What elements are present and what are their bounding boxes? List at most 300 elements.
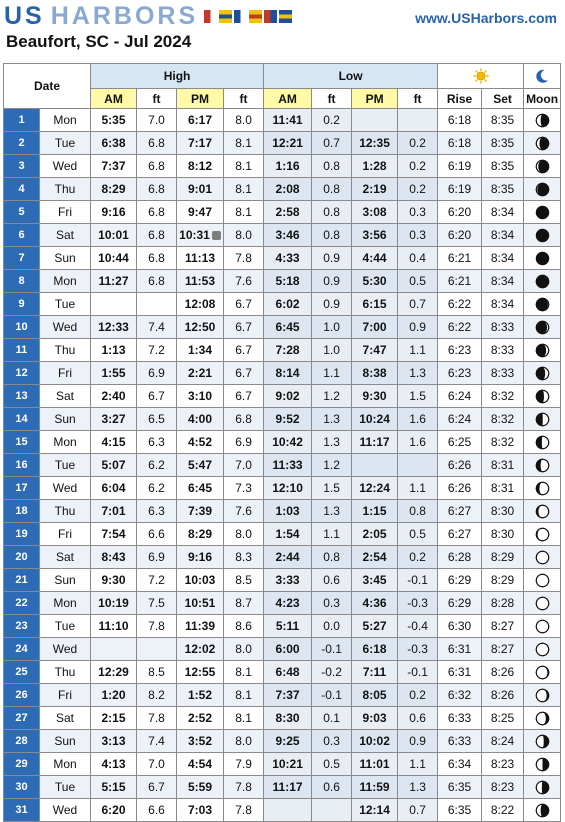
moon-phase-cell bbox=[524, 546, 561, 569]
high-pm-height: 7.9 bbox=[224, 753, 264, 776]
flag-1-icon bbox=[204, 10, 217, 23]
high-pm-height: 8.0 bbox=[224, 523, 264, 546]
low-am-height: 0.8 bbox=[312, 201, 352, 224]
high-pm-height: 7.8 bbox=[224, 799, 264, 822]
low-pm-height: 0.2 bbox=[398, 132, 438, 155]
low-pm-time: 8:05 bbox=[352, 684, 398, 707]
sunset-time: 8:27 bbox=[482, 638, 524, 661]
day-number: 25 bbox=[4, 661, 40, 684]
table-row bbox=[4, 638, 561, 661]
day-of-week: Mon bbox=[40, 109, 91, 132]
day-number: 27 bbox=[4, 707, 40, 730]
low-am-height: -0.1 bbox=[312, 638, 352, 661]
high-pm-height: 7.8 bbox=[224, 247, 264, 270]
moon-phase-cell bbox=[524, 799, 561, 822]
low-am-height: 0.2 bbox=[312, 109, 352, 132]
table-row bbox=[4, 362, 561, 385]
flag-3-icon bbox=[234, 10, 247, 23]
high-am-time: 1:13 bbox=[91, 339, 137, 362]
sunrise-time: 6:26 bbox=[438, 454, 482, 477]
high-am-time: 12:29 bbox=[91, 661, 137, 684]
moon-phase-icon bbox=[535, 596, 550, 611]
moon-phase-icon bbox=[535, 320, 550, 335]
sunset-time: 8:34 bbox=[482, 293, 524, 316]
moon-phase-cell bbox=[524, 569, 561, 592]
high-pm-height: 7.8 bbox=[224, 776, 264, 799]
moon-phase-cell bbox=[524, 477, 561, 500]
high-pm-height: 8.0 bbox=[224, 224, 264, 247]
moon-phase-icon bbox=[535, 228, 550, 243]
low-am-header: AM bbox=[264, 89, 312, 109]
low-pm-header: PM bbox=[352, 89, 398, 109]
low-am-time: 4:33 bbox=[264, 247, 312, 270]
low-am-height: 1.3 bbox=[312, 431, 352, 454]
low-pm-height: -0.3 bbox=[398, 592, 438, 615]
sunset-time: 8:34 bbox=[482, 247, 524, 270]
high-am-time: 5:15 bbox=[91, 776, 137, 799]
day-number: 13 bbox=[4, 385, 40, 408]
low-pm-time: 9:03 bbox=[352, 707, 398, 730]
low-am-height: 1.0 bbox=[312, 316, 352, 339]
day-of-week: Tue bbox=[40, 454, 91, 477]
high-am-time: 5:07 bbox=[91, 454, 137, 477]
high-pm-height: 8.0 bbox=[224, 638, 264, 661]
low-pm-height: 1.1 bbox=[398, 477, 438, 500]
logo-text-us: US bbox=[4, 1, 45, 30]
high-pm-height: 8.7 bbox=[224, 592, 264, 615]
high-am-time: 3:13 bbox=[91, 730, 137, 753]
table-row bbox=[4, 385, 561, 408]
high-pm-time: 5:59 bbox=[177, 776, 224, 799]
high-am-time: 4:15 bbox=[91, 431, 137, 454]
sunrise-time: 6:27 bbox=[438, 500, 482, 523]
low-am-height: 0.8 bbox=[312, 178, 352, 201]
high-pm-height: 6.7 bbox=[224, 385, 264, 408]
high-am-time: 1:55 bbox=[91, 362, 137, 385]
site-logo[interactable] bbox=[4, 2, 292, 30]
low-pm-height: 1.3 bbox=[398, 776, 438, 799]
moon-phase-icon bbox=[535, 803, 550, 818]
low-pm-height: 0.6 bbox=[398, 707, 438, 730]
day-of-week: Sat bbox=[40, 224, 91, 247]
high-am-height: 8.2 bbox=[137, 684, 177, 707]
moon-phase-icon bbox=[535, 527, 550, 542]
sunrise-time: 6:31 bbox=[438, 661, 482, 684]
sunrise-time: 6:27 bbox=[438, 523, 482, 546]
table-row bbox=[4, 592, 561, 615]
moon-phase-icon bbox=[535, 481, 550, 496]
day-of-week: Thu bbox=[40, 500, 91, 523]
high-pm-time: 11:13 bbox=[177, 247, 224, 270]
low-am-time: 6:48 bbox=[264, 661, 312, 684]
high-am-time: 2:40 bbox=[91, 385, 137, 408]
day-of-week: Thu bbox=[40, 178, 91, 201]
sunrise-time: 6:22 bbox=[438, 293, 482, 316]
moon-phase-cell bbox=[524, 431, 561, 454]
low-pm-height: 0.2 bbox=[398, 546, 438, 569]
high-am-height: 7.2 bbox=[137, 339, 177, 362]
day-number: 6 bbox=[4, 224, 40, 247]
flag-2-icon bbox=[219, 10, 232, 23]
low-pm-height: 0.5 bbox=[398, 523, 438, 546]
table-row bbox=[4, 615, 561, 638]
high-pm-height: 8.0 bbox=[224, 730, 264, 753]
day-number: 7 bbox=[4, 247, 40, 270]
sunset-time: 8:23 bbox=[482, 753, 524, 776]
moon-phase-cell bbox=[524, 339, 561, 362]
table-row bbox=[4, 293, 561, 316]
low-pm-height: 0.2 bbox=[398, 155, 438, 178]
moon-phase-icon bbox=[535, 113, 550, 128]
high-am-time: 10:44 bbox=[91, 247, 137, 270]
table-row bbox=[4, 799, 561, 822]
high-pm-time: 1:34 bbox=[177, 339, 224, 362]
moon-phase-cell bbox=[524, 155, 561, 178]
day-of-week: Sun bbox=[40, 408, 91, 431]
day-number: 17 bbox=[4, 477, 40, 500]
moon-phase-cell bbox=[524, 753, 561, 776]
sunrise-time: 6:34 bbox=[438, 753, 482, 776]
sunset-time: 8:30 bbox=[482, 523, 524, 546]
sunrise-time: 6:24 bbox=[438, 408, 482, 431]
low-am-height: 1.2 bbox=[312, 385, 352, 408]
low-am-height: 0.6 bbox=[312, 569, 352, 592]
table-row bbox=[4, 454, 561, 477]
high-am-height: 7.4 bbox=[137, 730, 177, 753]
sun-header bbox=[438, 64, 524, 89]
low-am-height: -0.2 bbox=[312, 661, 352, 684]
low-am-height: 1.0 bbox=[312, 339, 352, 362]
day-number: 30 bbox=[4, 776, 40, 799]
moon-phase-cell bbox=[524, 178, 561, 201]
day-number: 8 bbox=[4, 270, 40, 293]
sunset-time: 8:32 bbox=[482, 431, 524, 454]
day-of-week: Tue bbox=[40, 132, 91, 155]
high-am-height: 6.5 bbox=[137, 408, 177, 431]
moon-phase-icon bbox=[535, 688, 550, 703]
flag-6-icon bbox=[279, 10, 292, 23]
flag-4-icon bbox=[249, 10, 262, 23]
sunrise-time: 6:31 bbox=[438, 638, 482, 661]
low-pm-time: 7:00 bbox=[352, 316, 398, 339]
day-of-week: Sun bbox=[40, 730, 91, 753]
high-pm-height: 8.0 bbox=[224, 109, 264, 132]
high-pm-height: 7.6 bbox=[224, 270, 264, 293]
low-pm-time: 12:24 bbox=[352, 477, 398, 500]
low-am-height: 0.9 bbox=[312, 293, 352, 316]
table-row bbox=[4, 730, 561, 753]
low-pm-time: 5:27 bbox=[352, 615, 398, 638]
low-am-height: 1.5 bbox=[312, 477, 352, 500]
moon-phase-cell bbox=[524, 109, 561, 132]
day-number: 14 bbox=[4, 408, 40, 431]
moon-phase-icon bbox=[535, 619, 550, 634]
sunset-time: 8:29 bbox=[482, 569, 524, 592]
nautical-flags-icon bbox=[204, 10, 292, 23]
low-am-height: 1.3 bbox=[312, 500, 352, 523]
low-pm-time: 3:45 bbox=[352, 569, 398, 592]
table-row bbox=[4, 224, 561, 247]
low-am-height: 1.3 bbox=[312, 408, 352, 431]
table-row bbox=[4, 753, 561, 776]
table-row bbox=[4, 270, 561, 293]
low-am-time: 5:18 bbox=[264, 270, 312, 293]
site-url-link[interactable]: www.USHarbors.com bbox=[415, 10, 557, 26]
sunset-time: 8:33 bbox=[482, 316, 524, 339]
high-am-height: 7.5 bbox=[137, 592, 177, 615]
day-number: 29 bbox=[4, 753, 40, 776]
high-am-ft-header: ft bbox=[137, 89, 177, 109]
moon-phase-icon bbox=[535, 757, 550, 772]
day-number: 3 bbox=[4, 155, 40, 178]
high-am-time: 10:01 bbox=[91, 224, 137, 247]
high-am-height: 6.8 bbox=[137, 247, 177, 270]
high-am-time: 12:33 bbox=[91, 316, 137, 339]
moon-phase-icon bbox=[535, 251, 550, 266]
low-am-height: 0.1 bbox=[312, 707, 352, 730]
low-pm-height: -0.1 bbox=[398, 569, 438, 592]
high-am-time: 7:37 bbox=[91, 155, 137, 178]
low-am-time: 2:58 bbox=[264, 201, 312, 224]
moon-phase-cell bbox=[524, 224, 561, 247]
day-number: 20 bbox=[4, 546, 40, 569]
low-pm-time: 2:54 bbox=[352, 546, 398, 569]
sunrise-time: 6:33 bbox=[438, 707, 482, 730]
low-pm-height: 0.9 bbox=[398, 316, 438, 339]
moon-phase-cell bbox=[524, 592, 561, 615]
day-of-week: Sat bbox=[40, 707, 91, 730]
day-of-week: Tue bbox=[40, 615, 91, 638]
sunset-time: 8:25 bbox=[482, 707, 524, 730]
high-am-height: 6.9 bbox=[137, 546, 177, 569]
sunset-time: 8:32 bbox=[482, 385, 524, 408]
low-am-height: 1.1 bbox=[312, 362, 352, 385]
day-of-week: Wed bbox=[40, 155, 91, 178]
high-am-height bbox=[137, 638, 177, 661]
low-am-height: 0.8 bbox=[312, 224, 352, 247]
day-of-week: Fri bbox=[40, 523, 91, 546]
high-am-time bbox=[91, 293, 137, 316]
sunset-time: 8:31 bbox=[482, 454, 524, 477]
high-am-height: 6.9 bbox=[137, 362, 177, 385]
moon-phase-icon bbox=[535, 274, 550, 289]
moon-phase-icon bbox=[535, 159, 550, 174]
moon-phase-cell bbox=[524, 684, 561, 707]
table-row bbox=[4, 661, 561, 684]
low-pm-height: 1.1 bbox=[398, 753, 438, 776]
high-pm-height: 7.3 bbox=[224, 477, 264, 500]
low-am-time: 3:46 bbox=[264, 224, 312, 247]
low-am-time: 3:33 bbox=[264, 569, 312, 592]
high-pm-height: 6.7 bbox=[224, 293, 264, 316]
sunset-time: 8:30 bbox=[482, 500, 524, 523]
sunrise-time: 6:19 bbox=[438, 155, 482, 178]
high-pm-time: 8:29 bbox=[177, 523, 224, 546]
low-am-time: 8:14 bbox=[264, 362, 312, 385]
high-pm-time: 12:02 bbox=[177, 638, 224, 661]
moon-phase-header: Moon bbox=[524, 89, 561, 109]
high-pm-height: 6.9 bbox=[224, 431, 264, 454]
low-pm-time: 9:30 bbox=[352, 385, 398, 408]
logo-text-harbors: HARBORS bbox=[50, 1, 199, 30]
high-pm-height: 8.1 bbox=[224, 201, 264, 224]
sunrise-time: 6:18 bbox=[438, 132, 482, 155]
moon-header bbox=[524, 64, 561, 89]
sunset-time: 8:31 bbox=[482, 477, 524, 500]
sunrise-time: 6:35 bbox=[438, 776, 482, 799]
low-am-time: 8:30 bbox=[264, 707, 312, 730]
moon-phase-icon bbox=[535, 711, 550, 726]
high-am-height: 6.6 bbox=[137, 799, 177, 822]
high-pm-header: PM bbox=[177, 89, 224, 109]
low-am-height: 0.7 bbox=[312, 132, 352, 155]
day-of-week: Mon bbox=[40, 270, 91, 293]
low-am-time: 7:28 bbox=[264, 339, 312, 362]
high-am-height: 6.8 bbox=[137, 270, 177, 293]
moon-phase-icon bbox=[535, 504, 550, 519]
low-am-height: -0.1 bbox=[312, 684, 352, 707]
moon-phase-cell bbox=[524, 776, 561, 799]
high-pm-height: 6.7 bbox=[224, 339, 264, 362]
low-pm-time: 11:59 bbox=[352, 776, 398, 799]
high-am-height: 6.8 bbox=[137, 201, 177, 224]
day-of-week: Mon bbox=[40, 753, 91, 776]
low-pm-height: 0.3 bbox=[398, 201, 438, 224]
high-am-height: 6.8 bbox=[137, 224, 177, 247]
high-am-height: 7.8 bbox=[137, 615, 177, 638]
high-pm-height: 8.1 bbox=[224, 707, 264, 730]
sunset-time: 8:26 bbox=[482, 661, 524, 684]
moon-phase-cell bbox=[524, 293, 561, 316]
table-row bbox=[4, 247, 561, 270]
low-am-time: 10:21 bbox=[264, 753, 312, 776]
low-pm-time: 7:11 bbox=[352, 661, 398, 684]
low-am-time: 11:33 bbox=[264, 454, 312, 477]
low-am-time: 12:10 bbox=[264, 477, 312, 500]
high-am-time bbox=[91, 638, 137, 661]
high-am-height: 6.7 bbox=[137, 385, 177, 408]
sunset-time: 8:27 bbox=[482, 615, 524, 638]
moon-phase-icon bbox=[535, 366, 550, 381]
low-am-time: 1:54 bbox=[264, 523, 312, 546]
sunrise-time: 6:29 bbox=[438, 569, 482, 592]
sunrise-time: 6:33 bbox=[438, 730, 482, 753]
table-row bbox=[4, 132, 561, 155]
low-am-height: 1.2 bbox=[312, 454, 352, 477]
moon-phase-cell bbox=[524, 201, 561, 224]
high-pm-time: 4:00 bbox=[177, 408, 224, 431]
sunrise-time: 6:20 bbox=[438, 224, 482, 247]
day-of-week: Sun bbox=[40, 569, 91, 592]
low-am-time: 9:02 bbox=[264, 385, 312, 408]
day-of-week: Wed bbox=[40, 316, 91, 339]
moon-phase-icon bbox=[535, 343, 550, 358]
table-row bbox=[4, 408, 561, 431]
high-pm-time: 4:54 bbox=[177, 753, 224, 776]
high-am-time: 2:15 bbox=[91, 707, 137, 730]
moon-phase-icon bbox=[535, 136, 550, 151]
sunset-time: 8:23 bbox=[482, 776, 524, 799]
low-pm-time: 1:15 bbox=[352, 500, 398, 523]
high-am-time: 5:35 bbox=[91, 109, 137, 132]
sunrise-time: 6:21 bbox=[438, 270, 482, 293]
high-am-time: 4:13 bbox=[91, 753, 137, 776]
high-am-time: 8:29 bbox=[91, 178, 137, 201]
low-pm-time: 12:14 bbox=[352, 799, 398, 822]
high-am-height: 6.2 bbox=[137, 477, 177, 500]
sunrise-time: 6:26 bbox=[438, 477, 482, 500]
high-am-height: 7.0 bbox=[137, 109, 177, 132]
sunrise-time: 6:35 bbox=[438, 799, 482, 822]
high-am-height: 7.2 bbox=[137, 569, 177, 592]
day-of-week: Wed bbox=[40, 799, 91, 822]
day-of-week: Fri bbox=[40, 684, 91, 707]
day-of-week: Sat bbox=[40, 385, 91, 408]
high-pm-height: 8.6 bbox=[224, 615, 264, 638]
moon-phase-cell bbox=[524, 362, 561, 385]
table-row bbox=[4, 339, 561, 362]
high-pm-height: 6.7 bbox=[224, 362, 264, 385]
low-tide-header: Low bbox=[264, 64, 438, 89]
moon-phase-icon bbox=[535, 734, 550, 749]
high-tide-header: High bbox=[91, 64, 264, 89]
moon-phase-cell bbox=[524, 408, 561, 431]
sunset-time: 8:32 bbox=[482, 408, 524, 431]
low-am-time: 2:08 bbox=[264, 178, 312, 201]
table-row bbox=[4, 546, 561, 569]
low-pm-height: 1.6 bbox=[398, 431, 438, 454]
high-am-time: 9:16 bbox=[91, 201, 137, 224]
low-am-height: 0.9 bbox=[312, 247, 352, 270]
table-row bbox=[4, 776, 561, 799]
moon-phase-icon bbox=[535, 412, 550, 427]
high-pm-time: 3:10 bbox=[177, 385, 224, 408]
day-number: 16 bbox=[4, 454, 40, 477]
sunrise-time: 6:30 bbox=[438, 615, 482, 638]
high-pm-height: 8.1 bbox=[224, 155, 264, 178]
low-pm-height: 1.6 bbox=[398, 408, 438, 431]
table-row bbox=[4, 569, 561, 592]
low-pm-height: 0.9 bbox=[398, 730, 438, 753]
day-of-week: Sun bbox=[40, 247, 91, 270]
table-row bbox=[4, 178, 561, 201]
high-pm-time: 12:08 bbox=[177, 293, 224, 316]
low-pm-time: 4:36 bbox=[352, 592, 398, 615]
low-am-time: 5:11 bbox=[264, 615, 312, 638]
day-of-week: Sat bbox=[40, 546, 91, 569]
moon-phase-cell bbox=[524, 707, 561, 730]
moon-phase-cell bbox=[524, 316, 561, 339]
high-pm-height: 6.8 bbox=[224, 408, 264, 431]
sunset-time: 8:34 bbox=[482, 270, 524, 293]
sunset-time: 8:34 bbox=[482, 201, 524, 224]
high-am-time: 6:20 bbox=[91, 799, 137, 822]
sunrise-time: 6:24 bbox=[438, 385, 482, 408]
table-row bbox=[4, 477, 561, 500]
moon-phase-icon bbox=[535, 182, 550, 197]
sun-icon bbox=[473, 68, 489, 84]
high-pm-time: 11:53 bbox=[177, 270, 224, 293]
high-pm-time: 7:17 bbox=[177, 132, 224, 155]
note-marker-icon[interactable] bbox=[212, 231, 221, 240]
table-row bbox=[4, 431, 561, 454]
high-am-time: 11:10 bbox=[91, 615, 137, 638]
high-pm-time: 12:50 bbox=[177, 316, 224, 339]
high-pm-time: 10:03 bbox=[177, 569, 224, 592]
high-pm-height: 8.1 bbox=[224, 684, 264, 707]
date-column-header: Date bbox=[4, 64, 91, 109]
moon-phase-cell bbox=[524, 661, 561, 684]
